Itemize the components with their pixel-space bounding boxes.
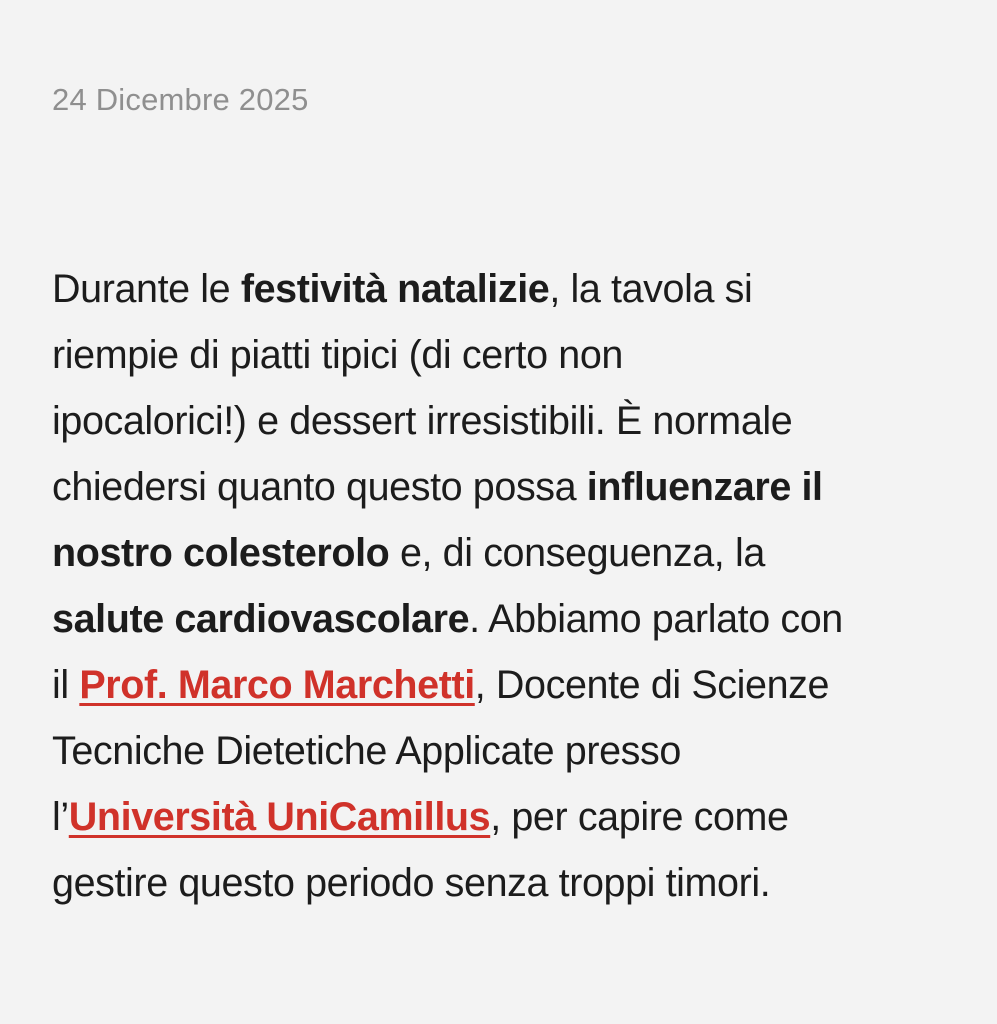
article-date: 24 Dicembre 2025	[52, 82, 309, 117]
paragraph-line	[52, 850, 957, 916]
university-link[interactable]: Università UniCamillus	[68, 795, 491, 839]
body-text: , per capire come	[490, 795, 789, 839]
body-text: , Docente di Scienze	[474, 663, 830, 707]
body-text: riempie di piatti tipici (di certo non	[52, 333, 623, 377]
professor-link[interactable]: Prof. Marco Marchetti	[79, 663, 475, 707]
body-text: l’	[52, 795, 69, 839]
body-text: , la tavola si	[549, 267, 753, 311]
body-text: il	[52, 663, 80, 707]
paragraph-line	[52, 586, 957, 652]
body-text: e, di conseguenza, la	[389, 531, 765, 575]
article-intro-paragraph	[52, 256, 957, 916]
paragraph-line	[52, 256, 957, 322]
body-text: Tecniche Dietetiche Applicate presso	[52, 729, 681, 773]
paragraph-line	[52, 388, 957, 454]
paragraph-line	[52, 718, 957, 784]
paragraph-line	[52, 784, 957, 850]
body-text: ipocalorici!) e dessert irresistibili. È normale	[52, 399, 793, 443]
body-text: chiedersi quanto questo possa	[52, 465, 587, 509]
bold-text: festività natalizie	[240, 267, 550, 311]
body-text: Durante le	[52, 267, 241, 311]
bold-text: influenzare il	[586, 465, 823, 509]
paragraph-line	[52, 520, 957, 586]
bold-text: nostro colesterolo	[52, 531, 390, 575]
paragraph-line	[52, 322, 957, 388]
bold-text: salute cardiovascolare	[52, 597, 470, 641]
paragraph-line	[52, 652, 957, 718]
body-text: gestire questo periodo senza troppi timori.	[52, 861, 771, 905]
body-text: . Abbiamo parlato con	[469, 597, 843, 641]
paragraph-line	[52, 454, 957, 520]
